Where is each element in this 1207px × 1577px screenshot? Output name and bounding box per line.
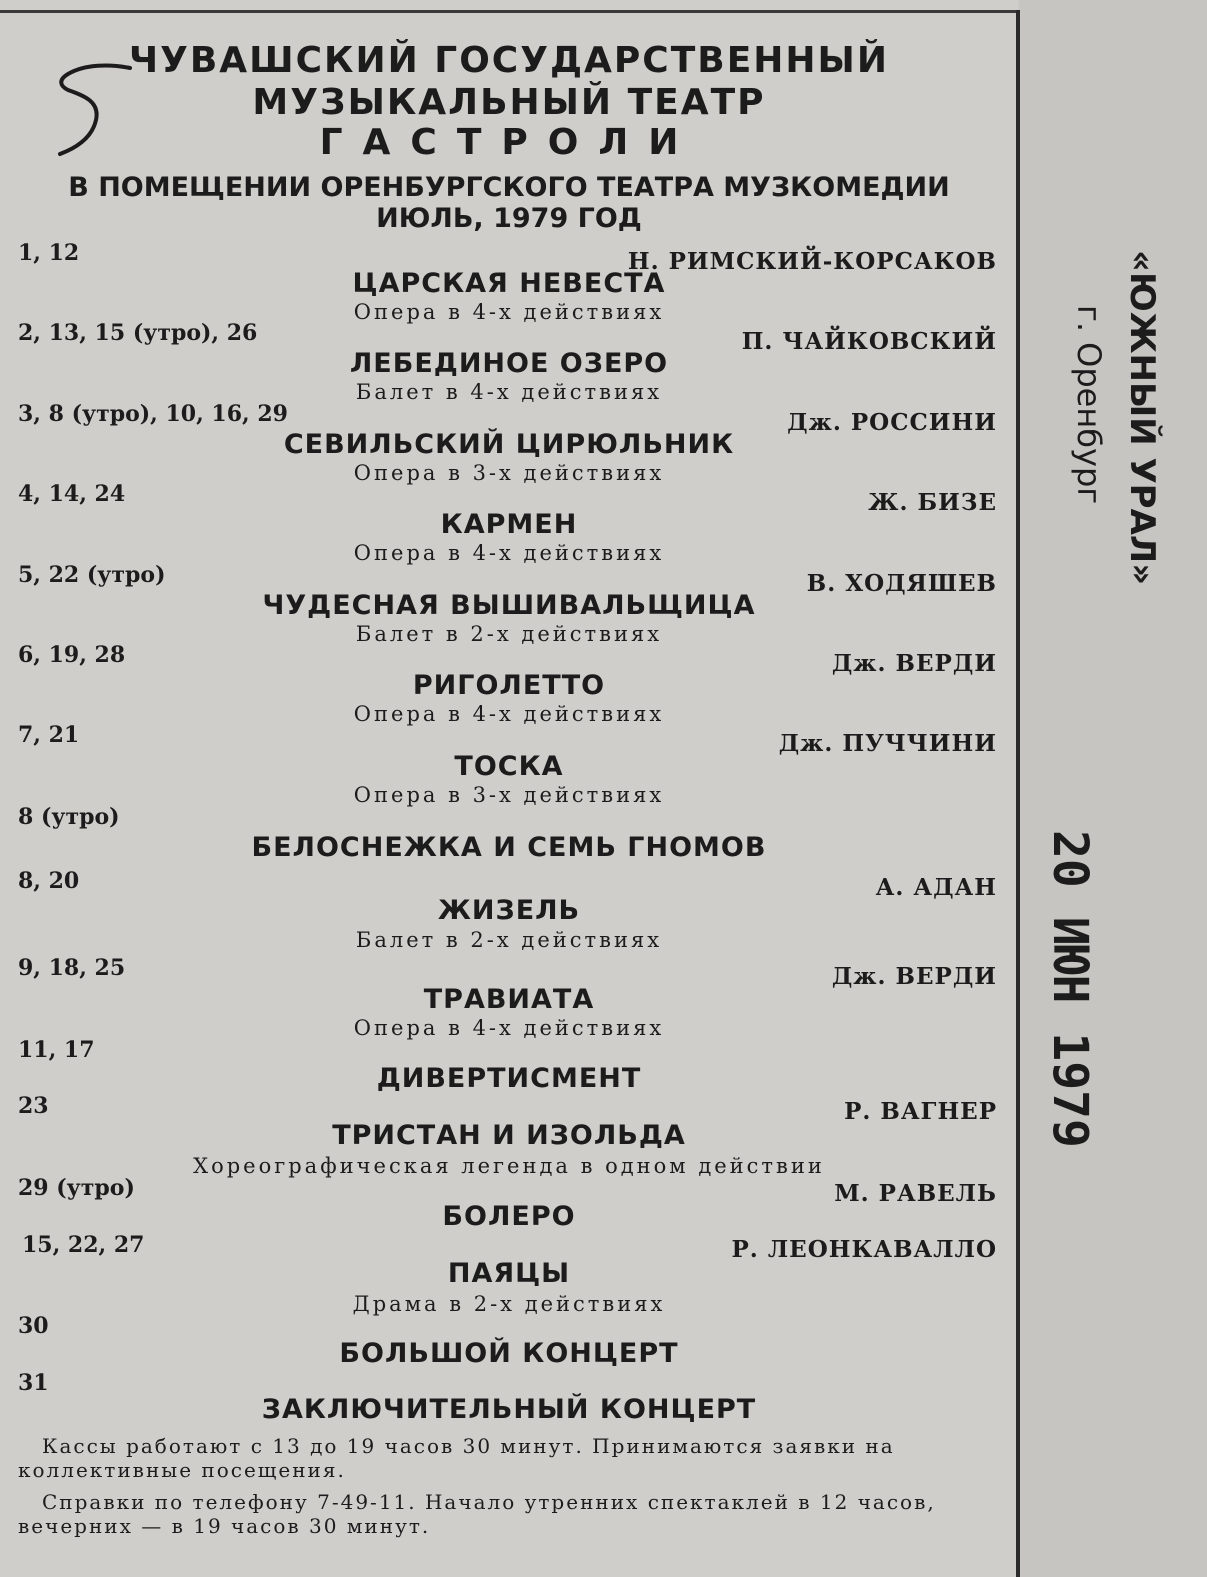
entry-title: БЕЛОСНЕЖКА И СЕМЬ ГНОМОВ	[251, 832, 767, 863]
entry-genre: Опера в 3-х действиях	[353, 461, 665, 485]
entry-title: РИГОЛЕТТО	[412, 670, 606, 701]
entry-dates: 11, 17	[18, 1037, 95, 1063]
entry-title: ЛЕБЕДИНОЕ ОЗЕРО	[349, 348, 669, 379]
entry-title: ЗАКЛЮЧИТЕЛЬНЫЙ КОНЦЕРТ	[261, 1394, 757, 1425]
entry-dates: 23	[18, 1093, 49, 1119]
entry-composer: Н. РИМСКИЙ-КОРСАКОВ	[627, 248, 997, 275]
entry-genre: Опера в 4-х действиях	[353, 541, 665, 565]
entry-genre: Балет в 2-х действиях	[355, 622, 663, 646]
period-line: ИЮЛЬ, 1979 ГОД	[376, 203, 642, 234]
entry-composer: Дж. ВЕРДИ	[831, 963, 997, 990]
entry-composer: Дж. ПУЧЧИНИ	[778, 730, 997, 757]
entry-dates: 30	[18, 1313, 49, 1339]
archive-margin	[1020, 0, 1207, 1577]
entry-title: ПАЯЦЫ	[447, 1258, 571, 1289]
entry-dates: 8, 20	[18, 868, 80, 894]
entry-composer: В. ХОДЯШЕВ	[806, 570, 997, 597]
entry-dates: 1, 12	[18, 240, 80, 266]
entry-title: БОЛЬШОЙ КОНЦЕРТ	[339, 1338, 679, 1369]
entry-dates: 5, 22 (утро)	[18, 562, 166, 588]
entry-title: БОЛЕРО	[442, 1201, 576, 1232]
entry-title: ЖИЗЕЛЬ	[437, 895, 581, 926]
entry-dates: 4, 14, 24	[18, 481, 126, 507]
entry-dates: 2, 13, 15 (утро), 26	[18, 320, 258, 346]
entry-title: ТОСКА	[454, 751, 564, 782]
entry-dates: 8 (утро)	[18, 804, 120, 830]
entry-genre: Балет в 2-х действиях	[355, 928, 663, 952]
entry-title: СЕВИЛЬСКИЙ ЦИРЮЛЬНИК	[283, 429, 735, 460]
entry-genre: Опера в 4-х действиях	[353, 1016, 665, 1040]
box-office-note: Кассы работают с 13 до 19 часов 30 минут. Принимаются заявки на коллективные посещения.	[18, 1434, 895, 1482]
entry-dates: 7, 21	[18, 722, 80, 748]
entry-genre: Балет в 4-х действиях	[355, 380, 663, 404]
entry-genre: Драма в 2-х действиях	[352, 1292, 666, 1316]
city-stamp: г. Оренбург	[1070, 305, 1108, 505]
top-border	[0, 10, 1018, 13]
entry-genre: Опера в 3-х действиях	[353, 783, 665, 807]
entry-genre: Хореографическая легенда в одном действии	[193, 1154, 825, 1178]
entry-title: ДИВЕРТИСМЕНТ	[376, 1063, 642, 1094]
entry-title: ЦАРСКАЯ НЕВЕСТА	[352, 268, 666, 299]
entry-composer: М. РАВЕЛЬ	[834, 1180, 997, 1207]
entry-dates: 3, 8 (утро), 10, 16, 29	[18, 401, 288, 427]
entry-composer: Дж. РОССИНИ	[787, 409, 997, 436]
entry-dates: 15, 22, 27	[22, 1232, 145, 1258]
theatre-name-line2: МУЗЫКАЛЬНЫЙ ТЕАТР	[252, 82, 766, 123]
newspaper-stamp: «ЮЖНЫЙ УРАЛ»	[1122, 250, 1162, 586]
date-stamp: 20 ИЮН 1979	[1042, 830, 1098, 1148]
entry-title: ТРИСТАН И ИЗОЛЬДА	[332, 1120, 686, 1151]
entry-composer: Ж. БИЗЕ	[868, 489, 997, 516]
entry-title: ТРАВИАТА	[423, 984, 595, 1015]
entry-composer: А. АДАН	[875, 874, 997, 901]
entry-genre: Опера в 4-х действиях	[353, 300, 665, 324]
entry-composer: Р. ВАГНЕР	[844, 1098, 997, 1125]
entry-dates: 6, 19, 28	[18, 642, 126, 668]
theatre-name-line1: ЧУВАШСКИЙ ГОСУДАРСТВЕННЫЙ	[129, 40, 889, 81]
entry-composer: П. ЧАЙКОВСКИЙ	[741, 328, 997, 355]
entry-dates: 29 (утро)	[18, 1175, 135, 1201]
entry-genre: Опера в 4-х действиях	[353, 702, 665, 726]
tour-heading: ГАСТРОЛИ	[319, 122, 699, 163]
entry-title: КАРМЕН	[440, 509, 578, 540]
entry-composer: Р. ЛЕОНКАВАЛЛО	[731, 1236, 997, 1263]
info-note: Справки по телефону 7-49-11. Начало утренних спектаклей в 12 часов, вечерних — в 19 часов 30 минут.	[18, 1490, 936, 1538]
entry-dates: 9, 18, 25	[18, 955, 126, 981]
entry-title: ЧУДЕСНАЯ ВЫШИВАЛЬЩИЦА	[262, 590, 756, 621]
entry-dates: 31	[18, 1370, 49, 1396]
entry-composer: Дж. ВЕРДИ	[831, 650, 997, 677]
venue-line: В ПОМЕЩЕНИИ ОРЕНБУРГСКОГО ТЕАТРА МУЗКОМЕДИИ	[68, 172, 950, 203]
